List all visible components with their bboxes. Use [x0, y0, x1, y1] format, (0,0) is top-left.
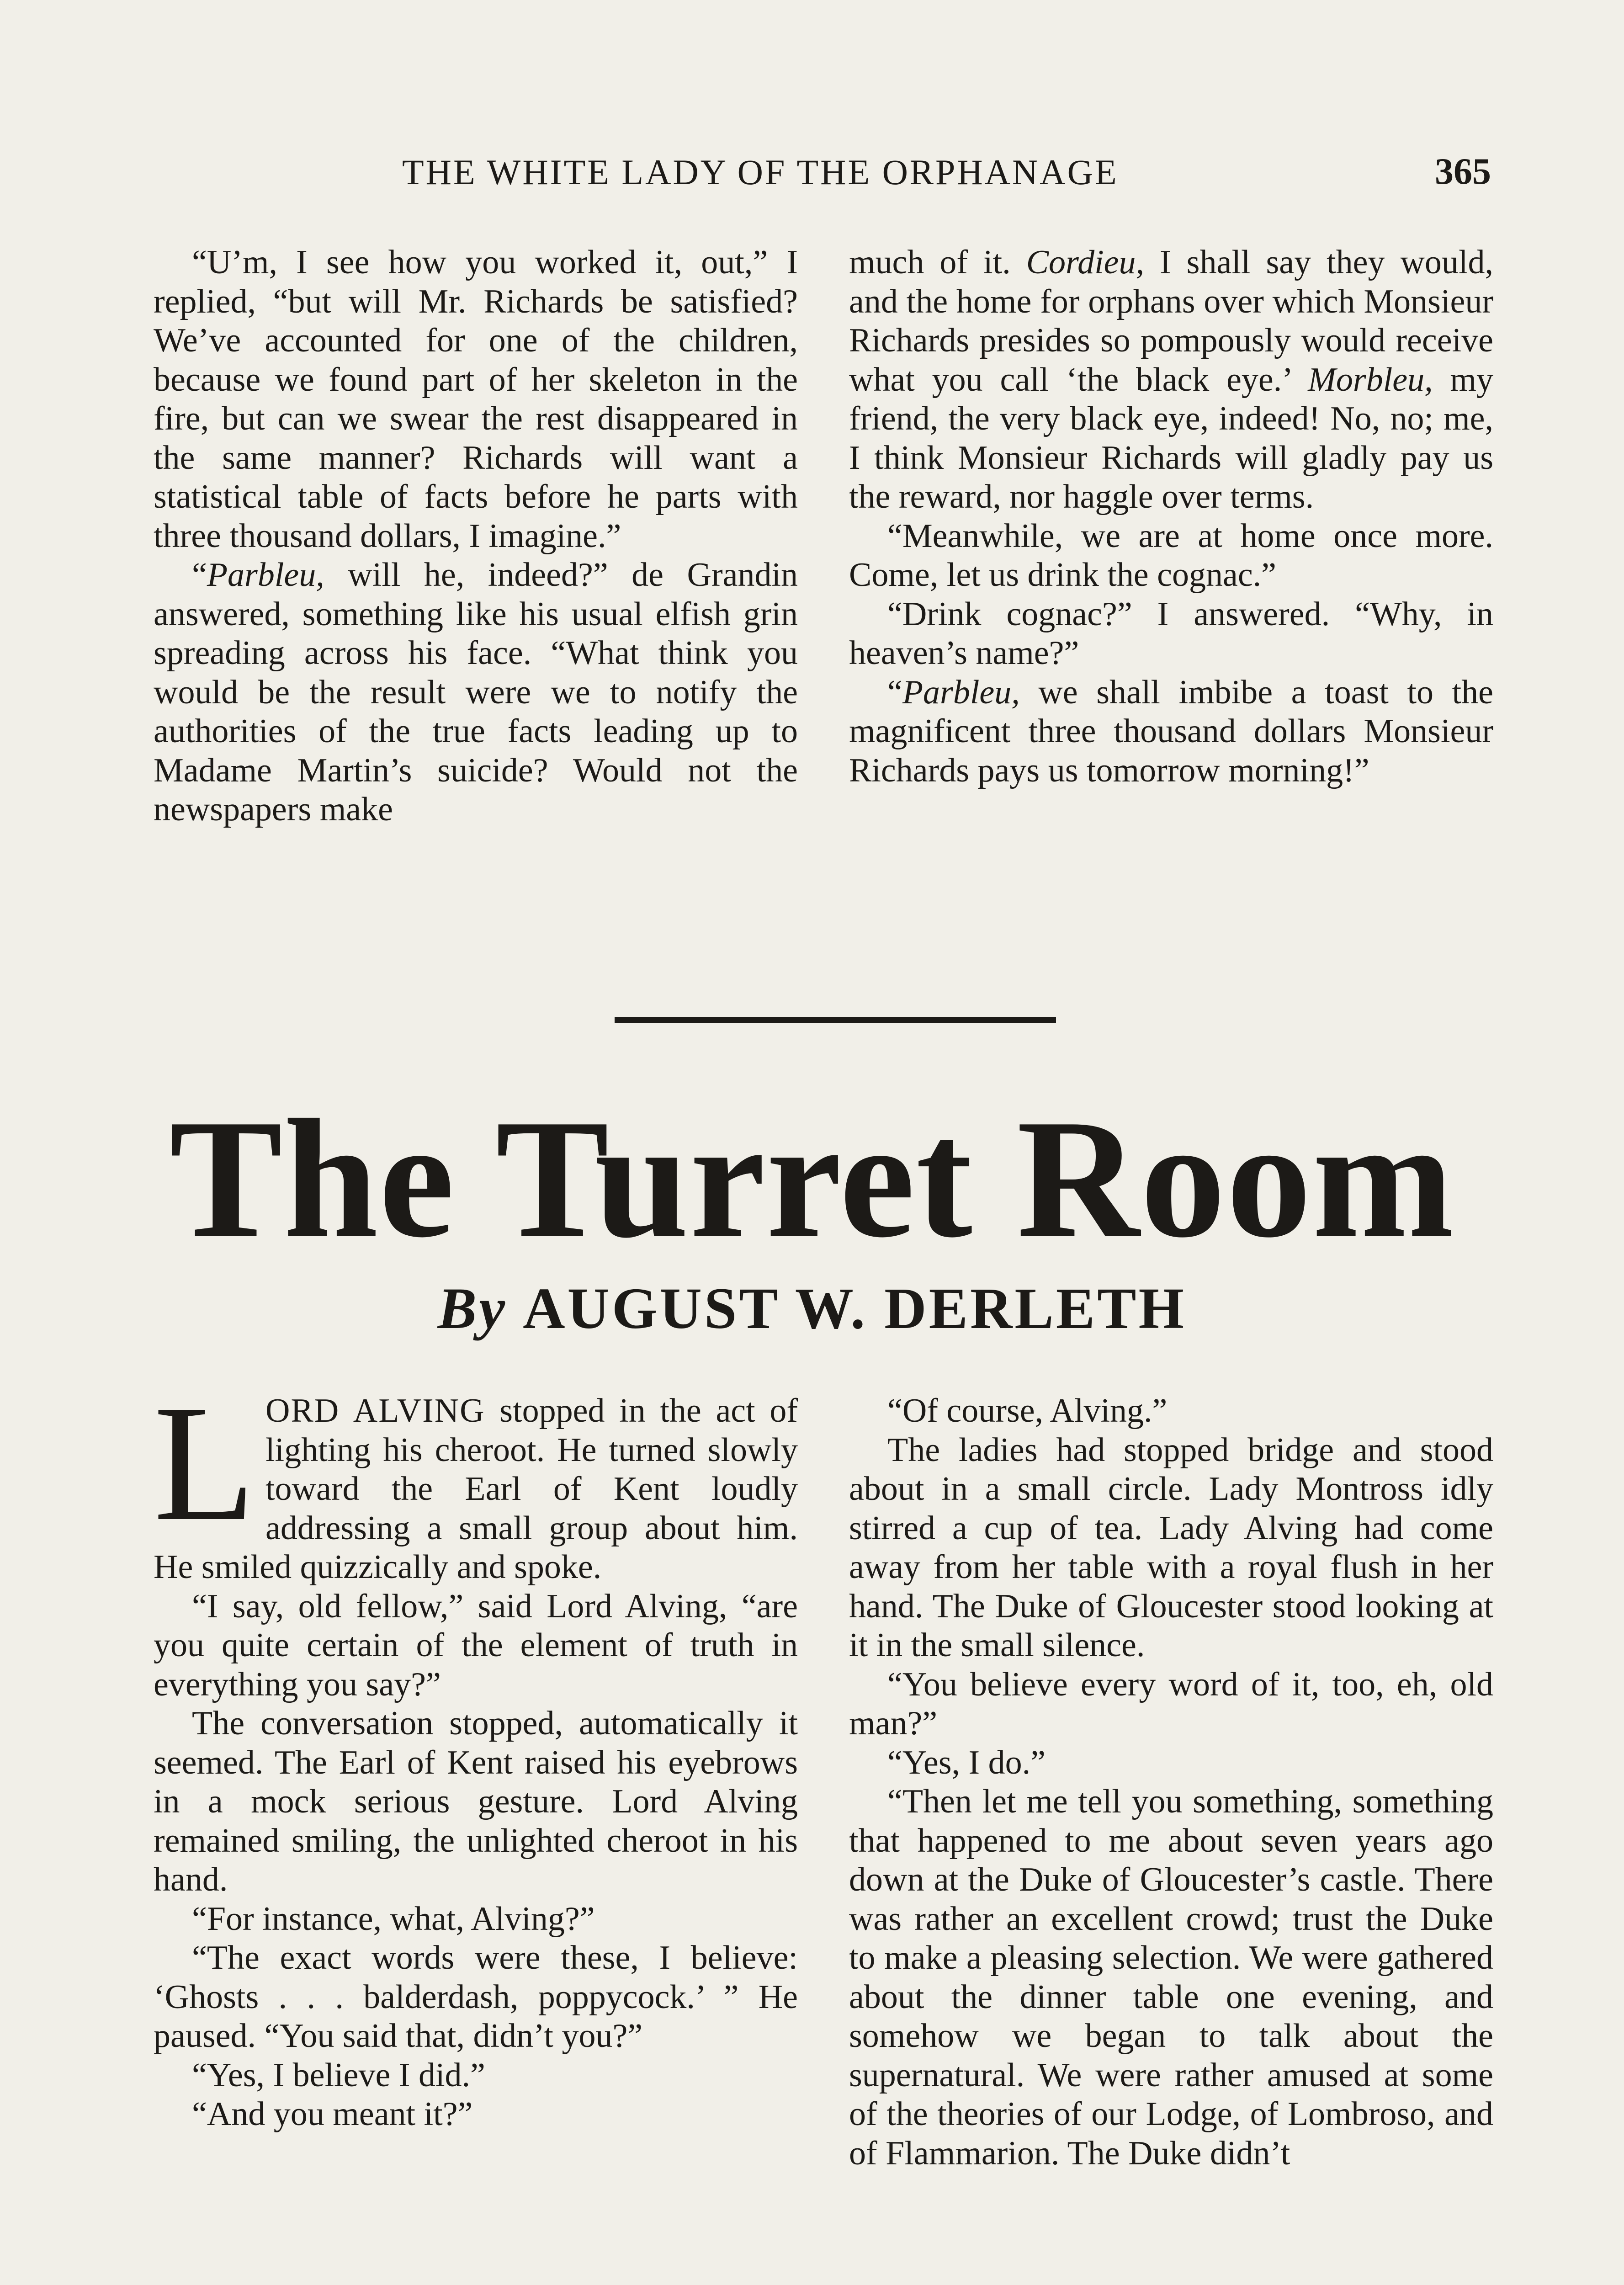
- text-run: stopped in the act of lighting his cheroot. He turned slowly toward the Earl of Kent loudly addressing a small group about him. He smiled quizzically and spoke.: [154, 1392, 798, 1586]
- italic-word: Morbleu,: [1308, 361, 1433, 399]
- page-number: 365: [1435, 150, 1491, 192]
- text-run: my friend, the very black eye, indeed! No, no; me, I think Monsieur Richards will gladly pay us the reward, nor haggle over terms.: [849, 361, 1493, 515]
- paragraph: The conversation stopped, automatically it seemed. The Earl of Kent raised his eyebrows in a mock serious gesture. Lord Alving remained smiling, the unlighted cheroot in his hand.: [154, 1705, 798, 1898]
- paragraph: “And you meant it?”: [192, 2095, 473, 2133]
- opening-caps: ORD ALVING: [265, 1392, 485, 1429]
- paragraph: “Meanwhile, we are at home once more. Come, let us drink the cognac.”: [849, 517, 1493, 594]
- paragraph: “The exact words were these, I believe: ‘Ghosts . . . balderdash, poppycock.’ ” He paused. “You said that, didn’t you?”: [154, 1939, 798, 2055]
- opening-paragraph: [154, 1371, 798, 1587]
- section-divider: [615, 1017, 1056, 1023]
- text-run: will he, indeed?” de Grandin answered, something like his usual elfish grin spreading across his face. “What think you would be the result were we to notify the authorities of the true facts leading up to Madame Martin’s suicide? Would not the newspapers make: [154, 556, 798, 828]
- paragraph: “Of course, Alving.”: [887, 1392, 1168, 1429]
- paragraph: “U’m, I see how you worked it, out,” I replied, “but will Mr. Richards be satisfied? We’ve accounted for one of the children, because we found part of her skeleton in the fire, but can we swear the rest disappeared in the same manner? Richards will want a statistical table of facts before he parts with three thousand dollars, I imagine.”: [154, 244, 798, 555]
- paragraph: “I say, old fellow,” said Lord Alving, “are you quite certain of the element of truth in everything you say?”: [154, 1587, 798, 1703]
- paragraph: [154, 556, 798, 829]
- italic-word: Parbleu,: [902, 673, 1020, 711]
- text-run: I shall say they would, and the home for orphans over which Monsieur Richards presides so pompously would receive what you call ‘the black eye.’: [849, 244, 1493, 399]
- story-right-column: [849, 1392, 1493, 2173]
- paragraph: The ladies had stopped bridge and stood about in a small circle. Lady Montross idly stirred a cup of tea. Lady Alving had come away from her table with a royal flush in her hand. The Duke of Gloucester stood looking at it in the small silence.: [849, 1431, 1493, 1664]
- text-run: much of it.: [849, 244, 1026, 281]
- paragraph: [849, 673, 1493, 791]
- paragraph: “Drink cognac?” I answered. “Why, in heaven’s name?”: [849, 595, 1493, 672]
- text-run: we shall imbibe a toast to the magnificent three thousand dollars Monsieur Richards pays us tomorrow morning!”: [849, 673, 1493, 789]
- story-left-column: [154, 1371, 798, 2134]
- paragraph: “Yes, I believe I did.”: [192, 2056, 485, 2094]
- author-name: AUGUST W. DERLETH: [523, 1276, 1187, 1341]
- paragraph: “Yes, I do.”: [887, 1743, 1046, 1781]
- story-title: The Turret Room: [169, 1085, 1455, 1273]
- text-run: “: [192, 556, 207, 594]
- drop-cap: L: [154, 1371, 255, 1555]
- paragraph: “For instance, what, Alving?”: [192, 1900, 595, 1938]
- italic-word: Cordieu,: [1026, 244, 1145, 281]
- paragraph: “Then let me tell you something, something that happened to me about seven years ago down at the Duke of Gloucester’s castle. There was rather an excellent crowd; trust the Duke to make a pleasing selection. We were gathered about the dinner table one evening, and somehow we began to talk about the supernatural. We were rather amused at some of the theories of our Lodge, of Lombroso, and of Flammarion. The Duke didn’t: [849, 1783, 1493, 2172]
- text-run: “: [887, 673, 902, 711]
- paragraph: [849, 243, 1493, 517]
- byline-prefix: By: [437, 1276, 508, 1341]
- italic-word: Parbleu,: [207, 556, 324, 594]
- running-head: THE WHITE LADY OF THE ORPHANAGE: [402, 152, 1119, 192]
- previous-story-right-column: [849, 243, 1493, 790]
- previous-story-left-column: [154, 243, 798, 829]
- paragraph: “You believe every word of it, too, eh, old man?”: [849, 1665, 1493, 1742]
- byline: [0, 1275, 1624, 1342]
